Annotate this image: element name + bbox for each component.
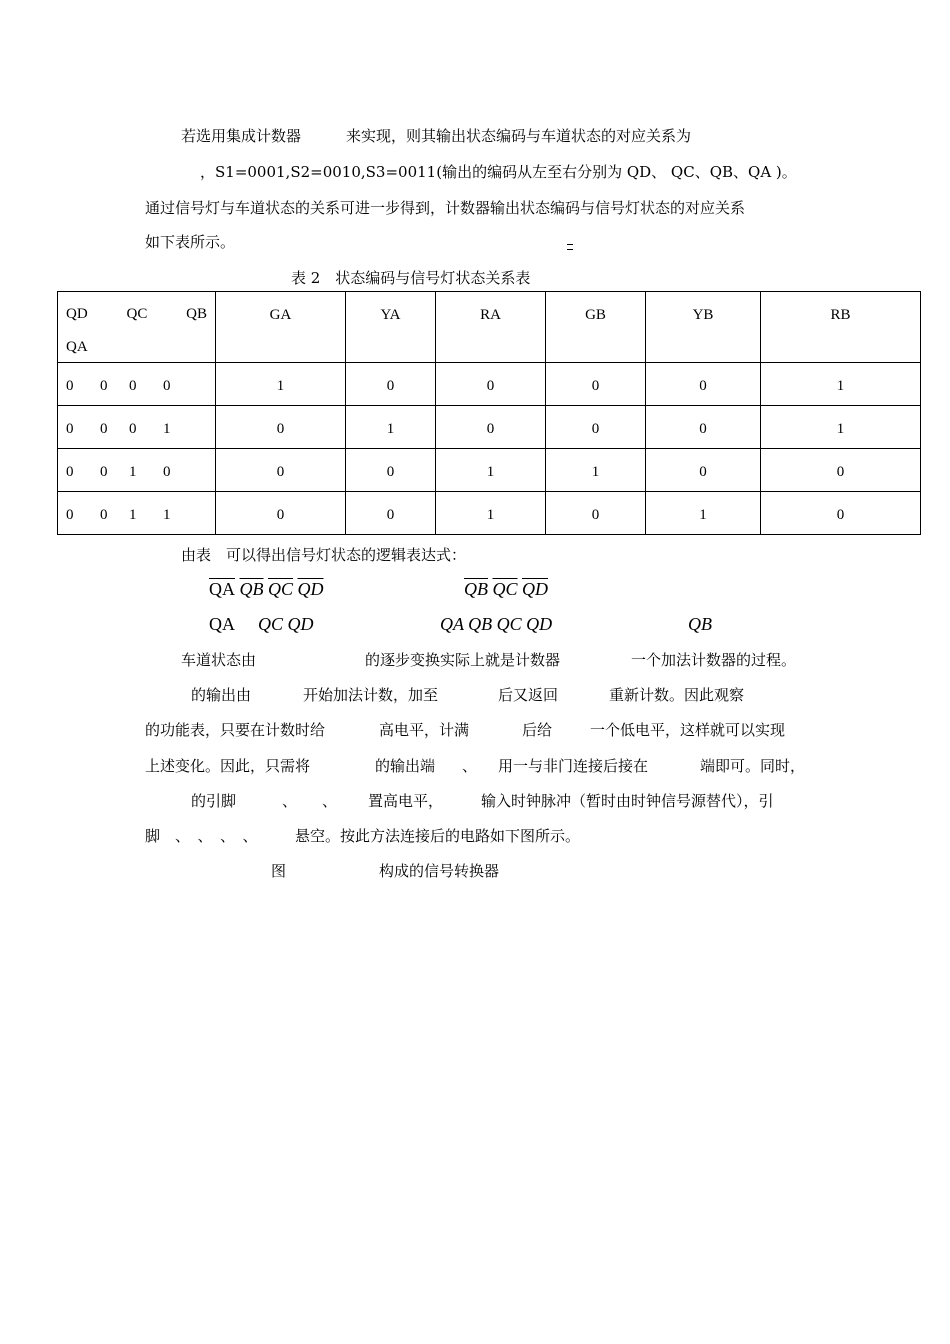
table-row — [58, 363, 921, 406]
small-mark — [567, 244, 573, 250]
value-cell: 1 — [546, 449, 646, 492]
value-cell: 0 — [436, 406, 546, 449]
value-cell: 0 — [216, 406, 346, 449]
header-gb: GB — [546, 292, 646, 363]
value-cell: 0 — [346, 492, 436, 535]
header-qa: QA — [66, 339, 88, 355]
para2-line4c: 、 — [462, 757, 478, 775]
figure-caption-a: 图 — [271, 862, 287, 880]
value-cell: 0 — [646, 406, 761, 449]
state-table — [57, 291, 921, 535]
header-rb: RB — [761, 292, 921, 363]
para2-line2a: 的输出由 — [191, 686, 252, 704]
value-cell: 0 — [546, 492, 646, 535]
table-row — [58, 449, 921, 492]
para2-line1b: 的逐步变换实际上就是计数器 — [365, 651, 561, 669]
value-cell: 0 — [346, 449, 436, 492]
value-cell: 1 — [436, 492, 546, 535]
value-cell: 1 — [436, 449, 546, 492]
header-qc: QC — [126, 306, 148, 322]
bits-cell: 0 0 0 1 — [58, 406, 216, 449]
figure-caption-b: 构成的信号转换器 — [379, 862, 500, 880]
bits-cell: 0 0 0 0 — [58, 363, 216, 406]
table-header-row — [58, 292, 921, 363]
formula-row2-mid: QA QB QC QD — [440, 614, 553, 634]
formula-row2-left-b: QC QD — [258, 614, 314, 634]
para2-line4b: 的输出端 — [375, 757, 436, 775]
bits-cell: 0 0 1 0 — [58, 449, 216, 492]
header-qb: QB — [186, 306, 207, 322]
value-cell: 0 — [646, 363, 761, 406]
value-cell: 0 — [761, 449, 921, 492]
header-bits-cell — [58, 292, 216, 363]
value-cell: 1 — [646, 492, 761, 535]
value-cell: 0 — [761, 492, 921, 535]
para2-line4a: 上述变化。因此，只需将 — [145, 757, 311, 775]
value-cell: 0 — [216, 492, 346, 535]
para2-line6c: 悬空。按此方法连接后的电路如下图所示。 — [295, 827, 581, 845]
bits-cell: 0 0 1 1 — [58, 492, 216, 535]
header-ya: YA — [346, 292, 436, 363]
value-cell: 0 — [546, 406, 646, 449]
value-cell: 1 — [761, 406, 921, 449]
value-cell: 0 — [436, 363, 546, 406]
header-qd: QD — [66, 306, 88, 322]
formula-row1-right: $\overline{QB}$ $\overline{QC}$ $\overline{QD}$ — [464, 579, 549, 599]
para2-line1a: 车道状态由 — [181, 651, 257, 669]
para2-line4e: 端即可。同时， — [700, 757, 806, 775]
expression-intro: 由表 可以得出信号灯状态的逻辑表达式： — [181, 546, 467, 564]
para2-line2d: 重新计数。因此观察 — [609, 686, 745, 704]
formula-row2-left-a: QA — [209, 614, 235, 634]
para2-line6a: 脚 — [145, 827, 161, 845]
para2-line5b: 、 — [282, 792, 298, 810]
para2-line5e: 输入时钟脉冲（暂时由时钟信号源替代），引 — [481, 792, 774, 810]
header-ra: RA — [436, 292, 546, 363]
value-cell: 0 — [546, 363, 646, 406]
para1-line1: 若选用集成计数器 来实现，则其输出状态编码与车道状态的对应关系为 — [181, 127, 692, 145]
value-cell: 1 — [761, 363, 921, 406]
para2-line5c: 、 — [322, 792, 338, 810]
para2-line1c: 一个加法计数器的过程。 — [631, 651, 797, 669]
header-ga: GA — [216, 292, 346, 363]
para2-line3a: 的功能表，只要在计数时给 — [145, 721, 326, 739]
para1-line3: 通过信号灯与车道状态的关系可进一步得到，计数器输出状态编码与信号灯状态的对应关系 — [145, 199, 746, 217]
para2-line3d: 一个低电平，这样就可以实现 — [590, 721, 786, 739]
value-cell: 0 — [646, 449, 761, 492]
table-row — [58, 406, 921, 449]
para2-line4d: 用一与非门连接后接在 — [498, 757, 649, 775]
formula-row2-right: QB — [688, 614, 712, 634]
para2-line5a: 的引脚 — [191, 792, 237, 810]
header-yb: YB — [646, 292, 761, 363]
value-cell: 0 — [216, 449, 346, 492]
para1-line2: ，S1=0001,S2=0010,S3=0011(输出的编码从左至右分别为 QD、 QC、QB、QA )。 — [200, 163, 797, 181]
para1-line4: 如下表所示。 — [145, 233, 236, 251]
para2-line5d: 置高电平， — [368, 792, 444, 810]
para2-line2b: 开始加法计数，加至 — [303, 686, 439, 704]
value-cell: 1 — [216, 363, 346, 406]
value-cell: 1 — [346, 406, 436, 449]
para2-line3b: 高电平，计满 — [379, 721, 470, 739]
para2-line2c: 后又返回 — [498, 686, 559, 704]
value-cell: 0 — [346, 363, 436, 406]
formula-row1-left: $\overline{QA}$ $\overline{QB}$ $\overline{QC}$ $\overline{QD}$ — [209, 579, 324, 599]
para2-line3c: 后给 — [522, 721, 553, 739]
para2-line6b: 、 、 、 、 — [175, 827, 258, 845]
table-caption: 表 2 状态编码与信号灯状态关系表 — [291, 269, 531, 287]
table-row — [58, 492, 921, 535]
